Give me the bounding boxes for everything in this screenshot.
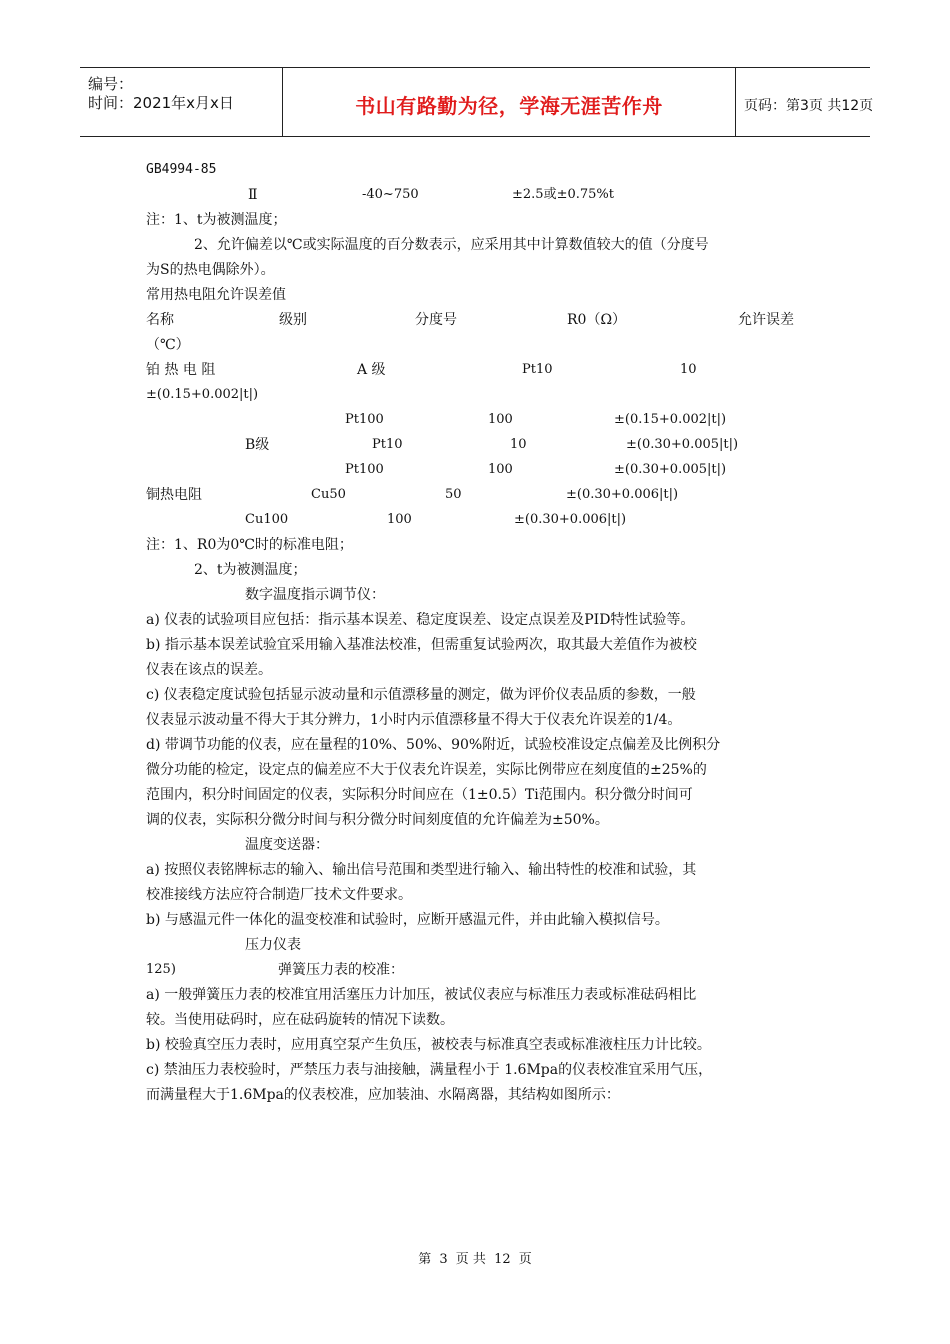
paragraph-line: 微分功能的检定，设定点的偏差应不大于仪表允许误差，实际比例带应在刻度值的±25%的 bbox=[146, 762, 707, 778]
table-cell-graduation: Pt10 bbox=[372, 437, 403, 452]
table-cell-name: 铂 热 电 阻 bbox=[146, 362, 216, 378]
table-header-r0: R0（Ω） bbox=[567, 312, 627, 328]
header-motto-cell bbox=[282, 68, 736, 136]
table-cell-r0: 10 bbox=[510, 437, 527, 452]
document-header bbox=[80, 67, 874, 137]
section-heading: 温度变送器： bbox=[245, 837, 329, 853]
footer-prefix: 第 bbox=[418, 1252, 432, 1267]
table-header-class: 级别 bbox=[279, 312, 307, 328]
table-cell-r0: 50 bbox=[445, 487, 462, 502]
paragraph-line: a) 仪表的试验项目应包括：指示基本误差、稳定度误差、设定点误差及PID特性试验等。 bbox=[146, 612, 695, 628]
table-cell-tolerance: ±(0.30+0.005|t|) bbox=[626, 437, 739, 452]
table-cell-tolerance: ±(0.30+0.006|t|) bbox=[514, 512, 627, 527]
paragraph-line: 仪表显示波动量不得大于其分辨力，1小时内示值漂移量不得大于仪表允许误差的1/4。 bbox=[146, 712, 682, 728]
paragraph-line: c) 仪表稳定度试验包括显示波动量和示值漂移量的测定，做为评价仪表品质的参数，一般 bbox=[146, 687, 696, 703]
table-cell-r0: 100 bbox=[387, 512, 412, 527]
table-cell-r0: 10 bbox=[680, 362, 697, 377]
paragraph-line: d) 带调节功能的仪表，应在量程的10%、50%、90%附近，试验校准设定点偏差及比例积分 bbox=[146, 737, 721, 753]
document-number-label: 编号： bbox=[88, 75, 134, 93]
note-line: 注：1、R0为0℃时的标准电阻； bbox=[146, 537, 353, 553]
table-cell-tolerance: ±(0.15+0.002|t|) bbox=[614, 412, 727, 427]
paragraph-line: 仪表在该点的误差。 bbox=[146, 662, 272, 678]
table-header-name: 名称 bbox=[146, 312, 174, 328]
table-cell-graduation: Cu50 bbox=[311, 487, 346, 502]
document-time-label: 时间：2021年x月x日 bbox=[88, 94, 234, 112]
table-cell-graduation: Cu100 bbox=[245, 512, 289, 527]
header-motto: 书山有路勤为径，学海无涯苦作舟 bbox=[355, 94, 663, 118]
table-cell-class: B级 bbox=[245, 437, 270, 453]
paragraph-line: 校准接线方法应符合制造厂技术文件要求。 bbox=[146, 887, 412, 903]
table-header-graduation: 分度号 bbox=[415, 312, 457, 328]
table-header-tolerance: 允许误差 bbox=[738, 312, 794, 328]
note-line: 注：1、t为被测温度； bbox=[146, 212, 287, 228]
table-cell-tolerance: ±(0.30+0.006|t|) bbox=[566, 487, 679, 502]
note-line: 2、允许偏差以℃或实际温度的百分数表示，应采用其中计算数值较大的值（分度号 bbox=[194, 237, 709, 253]
section-heading: 数字温度指示调节仪： bbox=[245, 587, 385, 603]
thermocouple-tolerance: ±2.5或±0.75%t bbox=[512, 187, 614, 202]
thermocouple-class: Ⅱ bbox=[248, 187, 258, 203]
header-meta bbox=[80, 68, 282, 136]
section-heading: 压力仪表 bbox=[245, 937, 301, 953]
thermocouple-range: -40~750 bbox=[362, 187, 419, 202]
table-cell-tolerance: ±(0.30+0.005|t|) bbox=[614, 462, 727, 477]
paragraph-line: a) 一般弹簧压力表的校准宜用活塞压力计加压，被试仪表应与标准压力表或标准砝码相比 bbox=[146, 987, 697, 1003]
table-cell-class: A 级 bbox=[357, 362, 386, 378]
table-cell-graduation: Pt10 bbox=[522, 362, 553, 377]
clause-number: 125) bbox=[146, 962, 176, 977]
paragraph-line: b) 与感温元件一体化的温变校准和试验时，应断开感温元件，并由此输入模拟信号。 bbox=[146, 912, 669, 928]
paragraph-line: 范围内，积分时间固定的仪表，实际积分时间应在（1±0.5）Ti范围内。积分微分时间可 bbox=[146, 787, 693, 803]
footer-mid: 页 共 bbox=[455, 1252, 486, 1267]
paragraph-line: b) 校验真空压力表时，应用真空泵产生负压，被校表与标准真空表或标准液柱压力计比较。 bbox=[146, 1037, 711, 1053]
paragraph-line: a) 按照仪表铭牌标志的输入、输出信号范围和类型进行输入、输出特性的校准和试验，其 bbox=[146, 862, 697, 878]
footer-total-pages: 12 bbox=[494, 1252, 511, 1267]
table-cell-graduation: Pt100 bbox=[345, 462, 384, 477]
paragraph-line: 较。当使用砝码时，应在砝码旋转的情况下读数。 bbox=[146, 1012, 454, 1028]
table-cell-r0: 100 bbox=[488, 462, 513, 477]
standard-code: GB4994-85 bbox=[146, 162, 217, 177]
paragraph-line: b) 指示基本误差试验宜采用输入基准法校准，但需重复试验两次，取其最大差值作为被校 bbox=[146, 637, 697, 653]
clause-title: 弹簧压力表的校准： bbox=[278, 962, 404, 978]
header-page-cell bbox=[736, 68, 874, 136]
table-cell-name: 铜热电阻 bbox=[146, 487, 202, 503]
paragraph-line: 而满量程大于1.6Mpa的仪表校准，应加装油、水隔离器，其结构如图所示： bbox=[146, 1087, 620, 1103]
table-cell-r0: 100 bbox=[488, 412, 513, 427]
paragraph-line: c) 禁油压力表校验时，严禁压力表与油接触，满量程小于 1.6Mpa的仪表校准宜采用气压， bbox=[146, 1062, 713, 1078]
table-header-unit: （℃） bbox=[146, 337, 190, 353]
footer-page-number: 3 bbox=[439, 1252, 448, 1267]
page-footer bbox=[0, 1248, 950, 1267]
header-page-info: 页码：第3页 共12页 bbox=[744, 98, 874, 114]
table-cell-tolerance: ±(0.15+0.002|t|) bbox=[146, 387, 259, 402]
table-title: 常用热电阻允许误差值 bbox=[146, 287, 286, 303]
note-line: 为S的热电偶除外）。 bbox=[146, 262, 275, 278]
note-line: 2、t为被测温度； bbox=[194, 562, 307, 578]
paragraph-line: 调的仪表，实际积分微分时间与积分微分时间刻度值的允许偏差为±50%。 bbox=[146, 812, 609, 828]
footer-suffix: 页 bbox=[518, 1252, 532, 1267]
table-cell-graduation: Pt100 bbox=[345, 412, 384, 427]
